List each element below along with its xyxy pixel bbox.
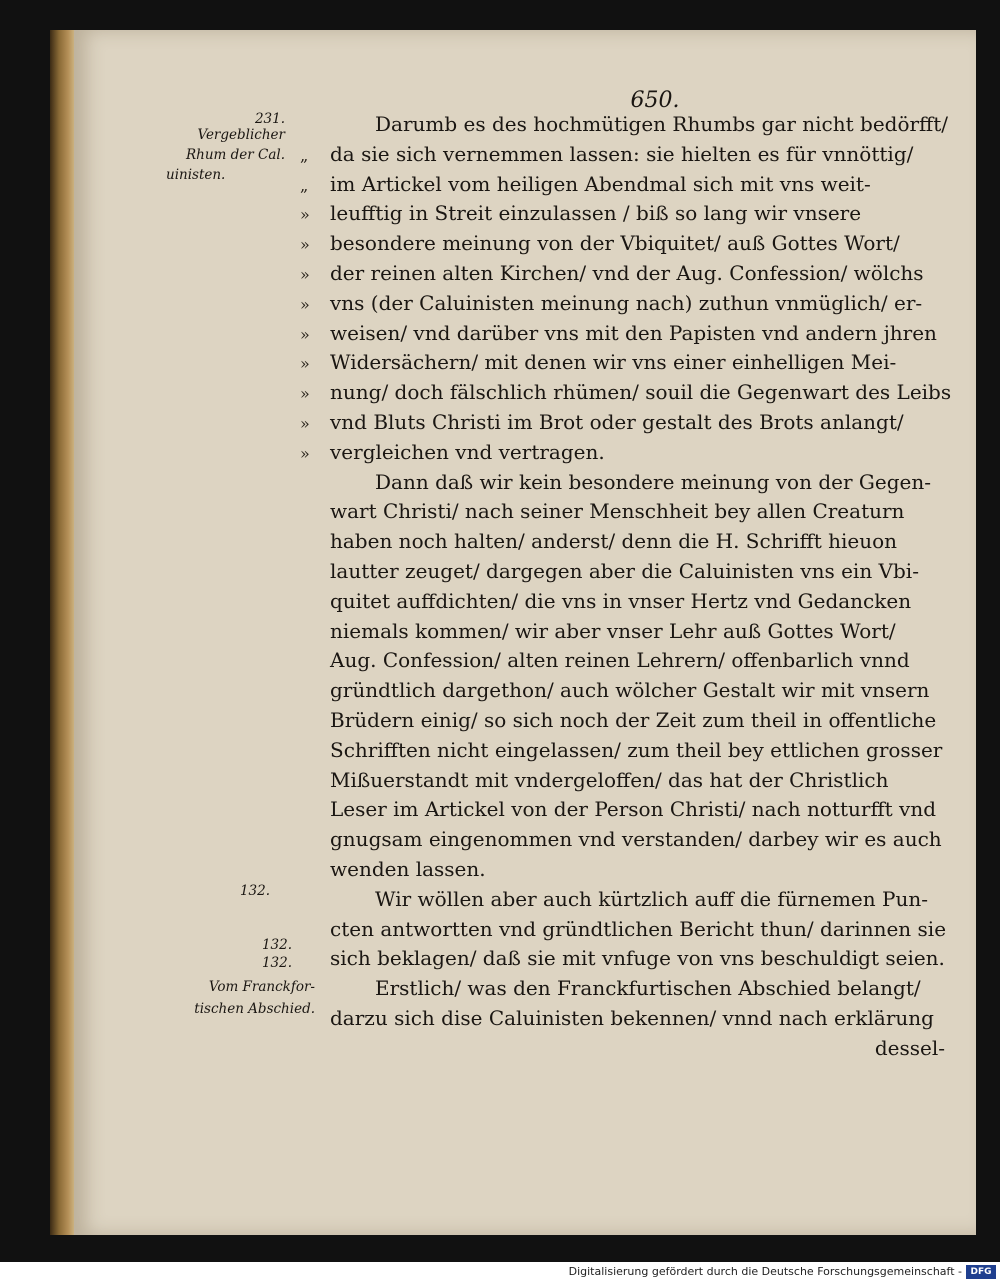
- margin-note-line: Vergeblicher: [197, 127, 285, 143]
- dfg-logo: DFG: [966, 1265, 996, 1279]
- line-text: wart Christi/ nach seiner Menschheit bey allen Creaturn: [330, 499, 905, 524]
- line-text: sich beklagen/ daß sie mit vnfuge von vns beschuldigt seien.: [330, 946, 945, 971]
- text-line: [300, 348, 955, 378]
- text-line: [300, 915, 955, 945]
- text-line: [300, 736, 955, 766]
- text-line: [300, 825, 955, 855]
- line-text: im Artickel vom heiligen Abendmal sich mit vns weit-: [330, 171, 871, 196]
- line-text: Widersächern/ mit denen wir vns einer einhelligen Mei-: [330, 350, 897, 375]
- text-line: [300, 170, 955, 200]
- quote-mark: »: [300, 443, 310, 463]
- quote-mark: »: [300, 413, 310, 433]
- line-text: haben noch halten/ anderst/ denn die H. Schrifft hieuon: [330, 529, 898, 554]
- line-text: Leser im Artickel von der Person Christi/ nach notturfft vnd: [330, 797, 937, 822]
- line-text: vns (der Caluinisten meinung nach) zuthun vnmüglich/ er-: [330, 290, 923, 315]
- text-line: [300, 676, 955, 706]
- text-line: [300, 229, 955, 259]
- margin-note-line: 132.: [239, 883, 270, 899]
- text-line: [300, 527, 955, 557]
- text-line: [300, 199, 955, 229]
- line-text: vnd Bluts Christi im Brot oder gestalt des Brots anlangt/: [330, 409, 904, 434]
- funding-notice: Digitalisierung gefördert durch die Deutsche Forschungsgemeinschaft -: [568, 1265, 962, 1278]
- quote-mark: „: [300, 175, 309, 195]
- quote-mark: »: [300, 235, 310, 255]
- margin-note-231: [160, 108, 285, 186]
- line-text: leufftig in Streit einzulassen / biß so lang wir vnsere: [330, 201, 862, 226]
- quote-mark: »: [300, 324, 310, 344]
- line-text: darzu sich dise Caluinisten bekennen/ vnnd nach erklärung: [330, 1005, 934, 1030]
- line-text: Brüdern einig/ so sich noch der Zeit zum theil in offentliche: [330, 707, 937, 732]
- text-line: [300, 646, 955, 676]
- text-line: [300, 706, 955, 736]
- text-line: [300, 140, 955, 170]
- line-text: Mißuerstandt mit vndergeloffen/ das hat der Christlich: [330, 767, 889, 792]
- quote-mark: »: [300, 354, 310, 374]
- line-text: besondere meinung von der Vbiquitet/ auß Gottes Wort/: [330, 231, 900, 256]
- text-line: [300, 408, 955, 438]
- text-line: [300, 319, 955, 349]
- quote-mark: »: [300, 264, 310, 284]
- quote-mark: »: [300, 384, 310, 404]
- line-text: quitet auffdichten/ die vns in vnser Hertz vnd Gedancken: [330, 588, 912, 613]
- text-line: [300, 110, 955, 140]
- page-number: 650.: [630, 88, 680, 113]
- body-text: [300, 110, 955, 1064]
- quote-mark: »: [300, 294, 310, 314]
- margin-note-line: Rhum der Cal.: [185, 147, 285, 163]
- line-text: der reinen alten Kirchen/ vnd der Aug. Confession/ wölchs: [330, 260, 924, 285]
- text-line: [300, 944, 955, 974]
- line-text: gnugsam eingenommen vnd verstanden/ darbey wir es auch: [330, 827, 942, 852]
- line-text: Schrifften nicht eingelassen/ zum theil bey ettlichen grosser: [330, 737, 943, 762]
- line-text: lautter zeuget/ dargegen aber die Caluinisten vns ein Vbi-: [330, 558, 919, 583]
- text-line: [300, 259, 955, 289]
- margin-note-frankfort: [150, 976, 315, 1020]
- line-text: vergleichen vnd vertragen.: [330, 439, 605, 464]
- text-line: [300, 1034, 955, 1064]
- margin-note-line: Vom Franckfor-: [208, 979, 315, 995]
- line-text: Aug. Confession/ alten reinen Lehrern/ offenbarlich vnnd: [330, 648, 910, 673]
- text-line: [300, 438, 955, 468]
- line-text: Wir wöllen aber auch kürtzlich auff die fürnemen Pun-: [375, 886, 928, 911]
- text-line: [300, 795, 955, 825]
- margin-note-line: tischen Abschied.: [194, 1001, 315, 1017]
- line-text: da sie sich vernemmen lassen: sie hielten es für vnnöttig/: [330, 141, 914, 166]
- line-text: Dann daß wir kein besondere meinung von der Gegen-: [375, 469, 931, 494]
- line-text: Darumb es des hochmütigen Rhumbs gar nicht bedörfft/: [375, 112, 949, 136]
- margin-note-line: 132.: [261, 955, 292, 971]
- margin-note-line: 231.: [254, 111, 285, 127]
- text-line: [300, 289, 955, 319]
- line-text: cten antwortten vnd gründtlichen Bericht thun/ darinnen sie: [330, 916, 947, 941]
- text-line: [300, 468, 955, 498]
- line-text: nung/ doch fälschlich rhümen/ souil die Gegenwart des Leibs: [330, 380, 952, 405]
- margin-note-132a: [200, 880, 270, 902]
- text-line: [300, 974, 955, 1004]
- text-line: [300, 557, 955, 587]
- line-text: wenden lassen.: [330, 856, 486, 881]
- text-line: [300, 617, 955, 647]
- text-line: [300, 1004, 955, 1034]
- margin-note-line: uinisten.: [166, 167, 226, 183]
- book-spine-edge: [50, 30, 76, 1235]
- text-line: [300, 885, 955, 915]
- text-line: [300, 855, 955, 885]
- quote-mark: »: [300, 205, 310, 225]
- line-text: dessel-: [874, 1035, 945, 1060]
- margin-note-132b: [200, 934, 292, 974]
- line-text: weisen/ vnd darüber vns mit den Papisten vnd andern jhren: [330, 320, 937, 345]
- text-line: [300, 497, 955, 527]
- text-line: [300, 766, 955, 796]
- text-line: [300, 378, 955, 408]
- footer-bar: [0, 1262, 1000, 1282]
- line-text: Erstlich/ was den Franckfurtischen Abschied belangt/: [375, 976, 921, 1001]
- margin-note-line: 132.: [261, 937, 292, 953]
- text-line: [300, 587, 955, 617]
- line-text: gründtlich dargethon/ auch wölcher Gestalt wir mit vnsern: [330, 678, 930, 703]
- line-text: niemals kommen/ wir aber vnser Lehr auß Gottes Wort/: [330, 618, 896, 643]
- quote-mark: „: [300, 145, 309, 165]
